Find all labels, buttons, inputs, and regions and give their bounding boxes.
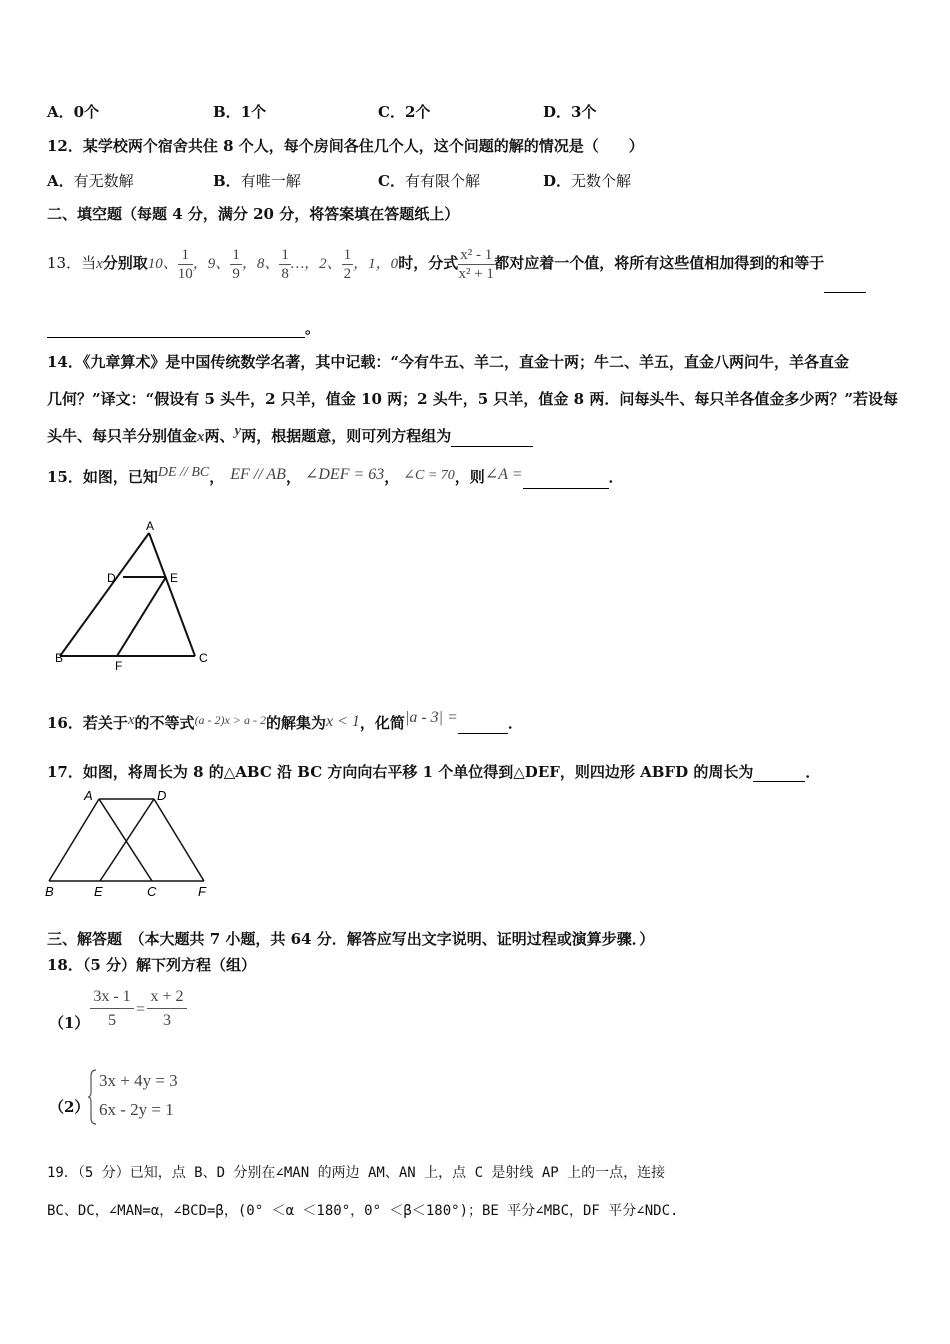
fig15-side-ab: [60, 533, 149, 656]
q18-part1-equation: $\frac{3x - 1}{5}$ = $\frac{x + 2}{3}$: [90, 986, 187, 1033]
q13-sep-2: ，8、: [241, 256, 280, 272]
q13-sep-3: …，2、: [290, 256, 342, 272]
q13-fraction: $\frac{\text{x² - 1}}{\text{x² + 1}}$: [458, 246, 494, 282]
q11-option-b: B．1个: [213, 103, 267, 121]
q18-system-brace: [88, 1068, 98, 1126]
q18-part2-label: （2）: [49, 1098, 90, 1116]
fig15-label-d: D: [107, 571, 116, 585]
q18-title: 18．（5 分）解下列方程（组）: [47, 956, 257, 974]
q17-translation-figure: [44, 786, 214, 901]
q14-line-3: 头牛、每只羊分别值金x两、y两，根据题意，则可列方程组为: [47, 426, 533, 447]
q13-tail-vals: ，1，0: [353, 256, 399, 272]
fig17-label-f: F: [198, 884, 206, 899]
q13-blank-a: [824, 276, 866, 293]
fig15-label-a: A: [146, 519, 155, 533]
q13-frac-1-9: $\frac{1}{9}$: [232, 246, 240, 282]
fig17-label-b: B: [45, 884, 54, 899]
q13-end: 。: [305, 319, 321, 337]
q14-line-2: 几何？”译文：“假设有 5 头牛，2 只羊，值金 10 两；2 头牛，5 只羊，值金 8 两．问每头牛、每只羊各值金多少两？”若设每: [47, 390, 898, 408]
q15-blank: [523, 472, 609, 489]
q13-sep-1: ，9、: [192, 256, 231, 272]
q14-line-1: 14．《九章算术》是中国传统数学名著，其中记载：“今有牛五、羊二，直金十两；牛二、羊五，直金八两问牛，羊各直金: [47, 353, 850, 371]
q18-p1-left-fraction: $\frac{3x - 1}{5}$: [90, 986, 134, 1033]
fig17-side-ac: [99, 799, 152, 881]
q18-p1-right-fraction: $\frac{x + 2}{3}$: [147, 986, 187, 1033]
q19-line-2: BC、DC，∠MAN=α，∠BCD=β，(0° ＜α ＜180°，0° ＜β＜180°)；BE 平分∠MBC，DF 平分∠NDC.: [47, 1203, 679, 1219]
q16-stem: 16．若关于x的不等式$^{(a - 2)x > a - 2}$的解集为x < 1，化简|a - 3| = ．: [47, 709, 523, 732]
fig17-side-df: [154, 799, 204, 881]
fig17-label-a: A: [84, 788, 93, 803]
q13-blank-b: [47, 321, 305, 338]
q12-option-b: B．有唯一解: [213, 172, 301, 190]
q14-blank: [451, 430, 533, 447]
q18-part1-label: （1）: [49, 1014, 90, 1032]
q13-frac-1-8: $\frac{1}{8}$: [281, 246, 289, 282]
section-3-heading: 三、解答题 （本大题共 7 小题，共 64 分．解答应写出文字说明、证明过程或演算步骤．）: [47, 930, 655, 948]
q13-answer-line: [47, 318, 320, 338]
fig17-label-e: E: [94, 884, 103, 899]
fig17-label-c: C: [147, 884, 157, 899]
q13-suffix: 都对应着一个值，将所有这些值相加得到的和等于: [494, 254, 825, 272]
q18-system-eq1: 3x + 4y = 3: [99, 1071, 178, 1090]
q11-option-c: C．2个: [378, 103, 431, 121]
q17-stem: 17．如图，将周长为 8 的△ABC 沿 BC 方向向右平移 1 个单位得到△DEF，则四边形 ABFD 的周长为 ．: [47, 763, 821, 781]
q13-after: 时，分式: [398, 254, 459, 272]
q13-val-10: 10、: [147, 256, 178, 272]
fig15-label-f: F: [115, 659, 123, 673]
fig15-label-e: E: [170, 571, 179, 585]
q16-blank: [458, 717, 508, 734]
fig15-label-b: B: [55, 651, 64, 665]
section-2-heading: 二、填空题（每题 4 分，满分 20 分，将答案填在答题纸上）: [47, 205, 460, 223]
q19-line-1: 19．（5 分）已知，点 B、D 分别在∠MAN 的两边 AM、AN 上，点 C 是射线 AP 上的一点，连接: [47, 1165, 666, 1181]
q12-option-d: D．无数个解: [543, 172, 632, 190]
fig17-side-de: [100, 799, 154, 881]
q13-stem: [47, 234, 866, 293]
q13-mid: 分别取: [102, 254, 148, 272]
q17-blank: [753, 765, 805, 782]
q13-frac-1-2: $\frac{1}{2}$: [343, 246, 352, 282]
fig17-label-d: D: [157, 788, 167, 803]
q13-frac-1-10: $\frac{1}{10}$: [177, 246, 193, 282]
q18-system-eq2: 6x - 2y = 1: [99, 1100, 174, 1119]
q13-var: x: [96, 256, 103, 272]
q15-stem: 15．如图，已知DE // BC， EF // AB， ∠DEF = 63， ∠C = 70，则∠A = ．: [47, 467, 624, 489]
q11-option-d: D．3个: [543, 103, 597, 121]
fig15-label-c: C: [199, 651, 208, 665]
q12-option-a: A．有无数解: [47, 172, 134, 190]
q13-prefix: 13．当: [47, 254, 97, 272]
q12-stem: 12．某学校两个宿舍共住 8 个人，每个房间各住几个人，这个问题的解的情况是（ ）: [47, 137, 644, 155]
q11-option-a: A．0个: [47, 103, 100, 121]
q12-option-c: C．有有限个解: [378, 172, 480, 190]
fig15-segment-ef: [117, 577, 166, 656]
q15-triangle-figure: [52, 518, 217, 676]
fig17-side-ab: [49, 799, 99, 881]
